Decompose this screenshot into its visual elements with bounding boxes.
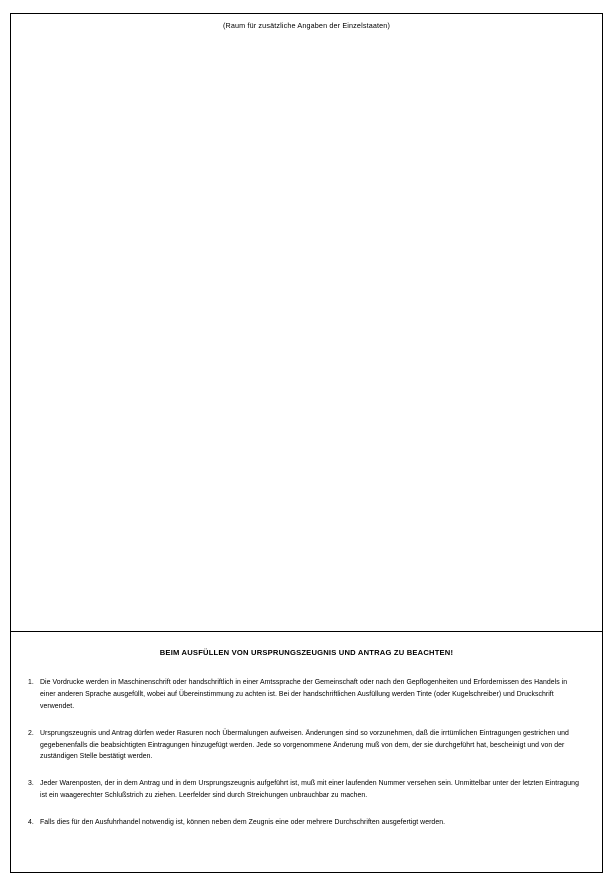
instruction-text: Ursprungszeugnis und Antrag dürfen weder Rasuren noch Übermalungen aufweisen. Änderungen sind so vorzunehmen, daß die irrtümlichen Eintragungen gestrichen und gegebenenfalls die beabsichtigten Eintragungen hinzugefügt werden. Jede so vorgenommene Änderung muß von dem, der sie durchgeführt hat, bescheinigt und von der zuständigen Stelle bestätigt werden.	[40, 729, 569, 761]
instruction-item	[25, 817, 588, 829]
instruction-text: Falls dies für den Ausfuhrhandel notwendig ist, können neben dem Zeugnis eine oder mehrere Durchschriften ausgefertigt werden.	[40, 819, 446, 826]
instruction-item	[25, 728, 588, 764]
instruction-number: 1.	[28, 679, 34, 686]
additional-entries-area	[11, 14, 602, 632]
instruction-number: 3.	[28, 780, 34, 788]
instructions-list	[25, 677, 588, 829]
additional-entries-caption: (Raum für zusätzliche Angaben der Einzelstaaten)	[222, 21, 390, 30]
instruction-text: Jeder Warenposten, der in dem Antrag und in dem Ursprungszeugnis aufgeführt ist, muß mit einer laufenden Nummer versehen sein. Unmittelbar unter der letzten Eintragung ist ein waagerechter Schlußstrich zu ziehen. Leerfelder sind durch Streichungen unbrauchbar zu machen.	[40, 780, 579, 800]
instruction-number: 2.	[28, 729, 34, 737]
instructions-title: BEIM AUSFÜLLEN VON URSPRUNGSZEUGNIS UND ANTRAG ZU BEACHTEN!	[159, 648, 454, 657]
instruction-item	[25, 778, 588, 802]
instruction-item	[25, 677, 588, 713]
form-frame	[10, 13, 603, 873]
instruction-number: 4.	[28, 819, 34, 826]
instruction-text: Die Vordrucke werden in Maschinenschrift oder handschriftlich in einer Amtssprache der Gemeinschaft oder nach den Gepflogenheiten und Erfordernissen des Handels in einer anderen Sprache ausgefüllt, wobei auf Übereinstimmung zu achten ist. Bei der handschriftlichen Ausfüllung werden Tinte (oder Kugelschreiber) und Druckschrift verwendet.	[40, 679, 568, 710]
additional-entries-blank-space[interactable]	[11, 40, 602, 631]
instructions-area	[11, 632, 602, 872]
